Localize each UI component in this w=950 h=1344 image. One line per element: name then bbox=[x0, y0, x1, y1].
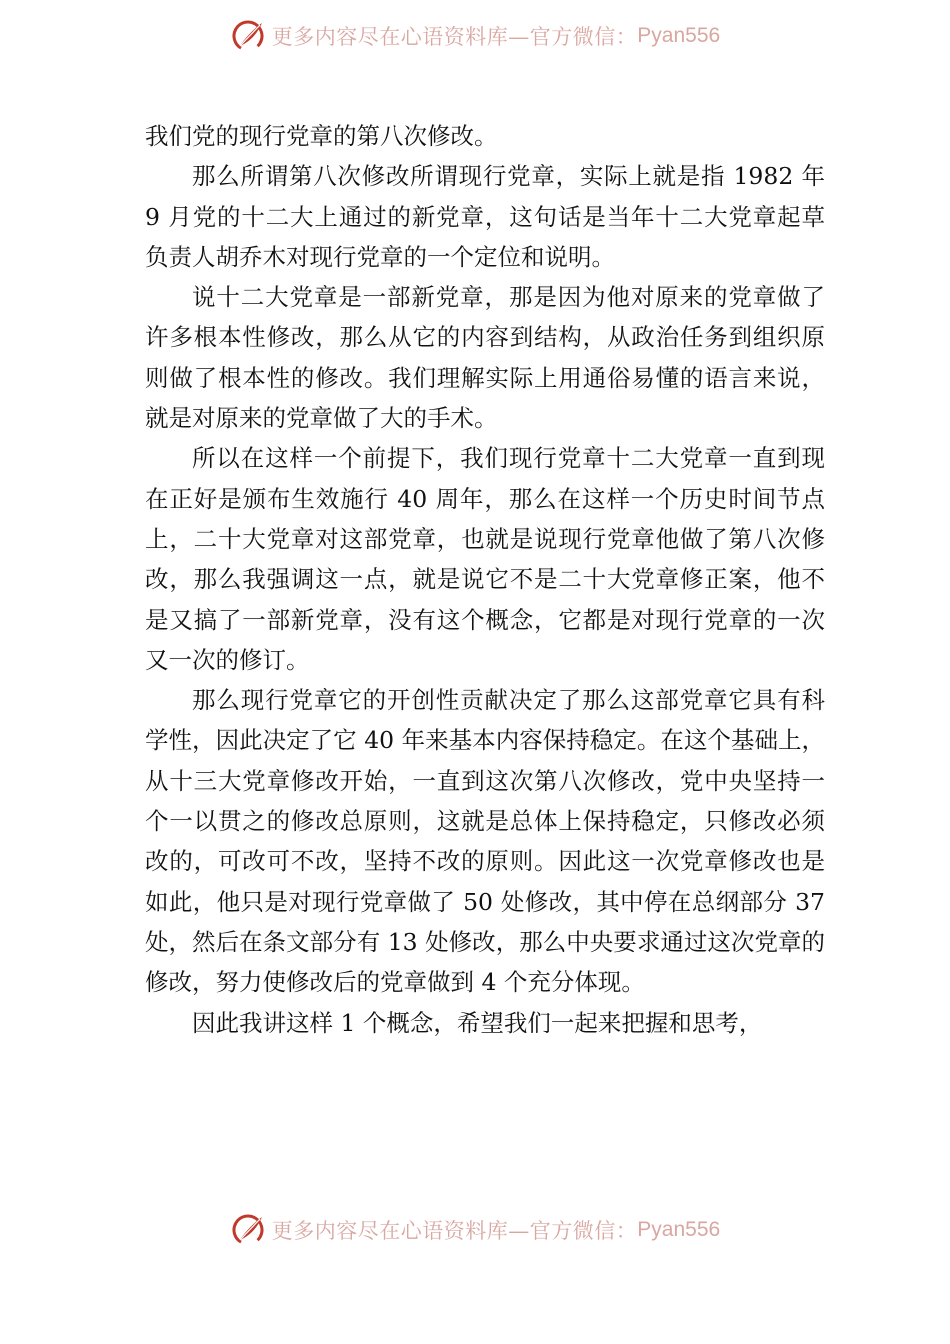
feather-pen-logo-icon bbox=[230, 18, 266, 54]
paragraph: 所以在这样一个前提下，我们现行党章十二大党章一直到现在正好是颁布生效施行 40 周年，那么在这样一个历史时间节点上，二十大党章对这部党章，也就是说现行党章他做了第八次修改，那么我强调这一点，就是说它不是二十大党章修正案，他不是又搞了一部新党章，没有这个概念，它都是对现行党章的一次又一次的修订。 bbox=[145, 444, 825, 674]
paragraph: 我们党的现行党章的第八次修改。 bbox=[145, 122, 498, 150]
feather-pen-logo-icon bbox=[230, 1212, 266, 1248]
document-body bbox=[145, 116, 825, 1043]
footer-wechat-id: Pyan556 bbox=[637, 1218, 721, 1241]
header-watermark-text: 更多内容尽在心语资料库—官方微信： bbox=[271, 25, 638, 49]
header-wechat-id: Pyan556 bbox=[637, 24, 721, 47]
footer-watermark bbox=[0, 1210, 950, 1250]
paragraph: 那么现行党章它的开创性贡献决定了那么这部党章它具有科学性，因此决定了它 40 年来基本内容保持稳定。在这个基础上，从十三大党章修改开始，一直到这次第八次修改，党中央坚持一个一以贯之的修改总原则，这就是总体上保持稳定，只修改必须改的，可改可不改，坚持不改的原则。因此这一次党章修改也是如此，他只是对现行党章做了 50 处修改，其中停在总纲部分 37 处，然后在条文部分有 13 处修改，那么中央要求通过这次党章的修改，努力使修改后的党章做到 4 个充分体现。 bbox=[145, 686, 825, 997]
paragraph: 说十二大党章是一部新党章，那是因为他对原来的党章做了许多根本性修改，那么从它的内容到结构，从政治任务到组织原则做了根本性的修改。我们理解实际上用通俗易懂的语言来说，就是对原来的党章做了大的手术。 bbox=[145, 283, 825, 433]
footer-watermark-text: 更多内容尽在心语资料库—官方微信： bbox=[271, 1219, 638, 1243]
header-watermark bbox=[0, 16, 950, 56]
paragraph: 那么所谓第八次修改所谓现行党章，实际上就是指 1982 年 9 月党的十二大上通过的新党章，这句话是当年十二大党章起草负责人胡乔木对现行党章的一个定位和说明。 bbox=[145, 162, 825, 271]
paragraph: 因此我讲这样 1 个概念，希望我们一起来把握和思考， bbox=[192, 1008, 763, 1037]
